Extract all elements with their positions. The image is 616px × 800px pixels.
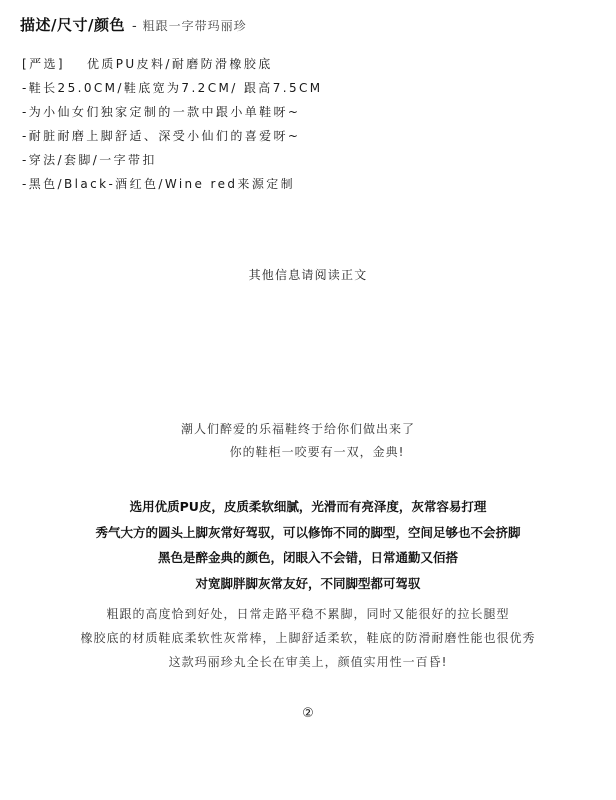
spec-list — [22, 52, 323, 196]
feature-line: 选用优质PU皮，皮质柔软细腻，光滑而有亮泽度，灰常容易打理 — [129, 499, 487, 514]
intro-section — [0, 418, 616, 464]
spec-line-wear: -穿法/套脚/一字带扣 — [22, 153, 157, 167]
detail-line: 粗跟的高度恰到好处，日常走路平稳不累脚，同时又能很好的拉长腿型 — [106, 607, 510, 621]
spec-line-colors: -黑色/Black-酒红色/Wine red来源定制 — [22, 177, 296, 191]
product-header — [20, 14, 247, 36]
features-section — [0, 494, 616, 596]
page-marker: ② — [302, 706, 314, 721]
spec-line-comfort: -耐脏耐磨上脚舒适、深受小仙们的喜爱呀~ — [22, 129, 301, 143]
header-title: 描述/尺寸/颜色 — [20, 16, 125, 34]
header-separator: - — [131, 19, 137, 34]
feature-line: 秀气大方的圆头上脚灰常好驾驭，可以修饰不同的脚型，空间足够也不会挤脚 — [95, 524, 521, 540]
read-more-note: 其他信息请阅读正文 — [248, 268, 368, 282]
spec-line-size: -鞋长25.0CM/鞋底宽为7.2CM/ 跟高7.5CM — [22, 81, 323, 95]
detail-line: 橡胶底的材质鞋底柔软性灰常棒，上脚舒适柔软，鞋底的防滑耐磨性能也很优秀 — [80, 631, 536, 645]
spec-tag-line — [22, 52, 323, 76]
feature-line: 对宽脚胖脚灰常友好，不同脚型都可驾驭 — [195, 575, 421, 591]
header-subtitle: 粗跟一字带玛丽珍 — [142, 19, 247, 33]
intro-line: 你的鞋柜一咬要有一双，金典! — [229, 445, 405, 459]
detail-line: 这款玛丽珍丸全长在审美上，颜值实用性一百昏! — [168, 655, 448, 669]
spec-tag: [严选] — [22, 57, 65, 71]
spec-tag-text: 优质PU皮料/耐磨防滑橡胶底 — [86, 57, 273, 71]
spec-line-design: -为小仙女们独家定制的一款中跟小单鞋呀~ — [22, 105, 301, 119]
intro-line: 潮人们醉爱的乐福鞋终于给你们做出来了 — [180, 422, 415, 436]
feature-line: 黑色是醉金典的颜色，闭眼入不会错，日常通勤又佰搭 — [157, 550, 458, 565]
details-section — [0, 602, 616, 674]
